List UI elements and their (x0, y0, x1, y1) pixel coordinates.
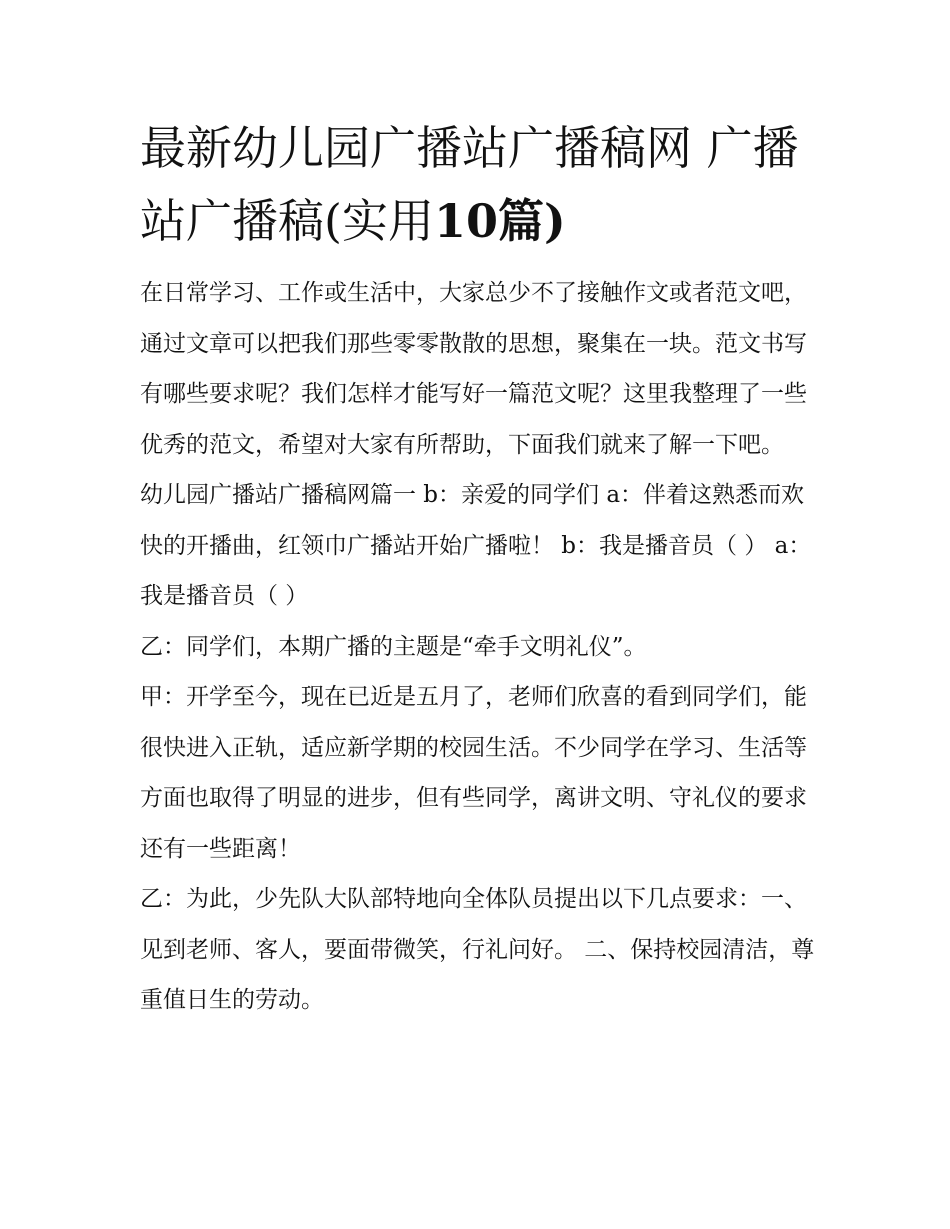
document-page (140, 112, 815, 1026)
title-number: 10 (433, 194, 498, 248)
title-suffix: 篇) (497, 194, 566, 248)
paragraph-opening: 幼儿园广播站广播稿网篇一 b：亲爱的同学们 a：伴着这熟悉而欢快的开播曲，红领巾广播站开始广播啦！ b：我是播音员（ ） a：我是播音员（ ） (140, 482, 812, 609)
paragraph-jia: 甲：开学至今，现在已近是五月了，老师们欣喜的看到同学们，能很快进入正轨，适应新学期的校园生活。不少同学在学习、生活等方面也取得了明显的进步，但有些同学，离讲文明、守礼仪的要求还有一些距离！ (140, 684, 807, 862)
document-body (140, 268, 815, 1026)
document-title (140, 112, 815, 258)
paragraph-theme: 乙：同学们，本期广播的主题是“牵手文明礼仪”。 (140, 633, 647, 660)
paragraph-yi: 乙：为此，少先队大队部特地向全体队员提出以下几点要求：一、见到老师、客人，要面带微笑，行礼问好。 二、保持校园清洁，尊重值日生的劳动。 (140, 886, 815, 1013)
paragraph-intro: 在日常学习、工作或生活中，大家总少不了接触作文或者范文吧，通过文章可以把我们那些零零散散的思想，聚集在一块。范文书写有哪些要求呢？我们怎样才能写好一篇范文呢？这里我整理了一些优秀的范文，希望对大家有所帮助，下面我们就来了解一下吧。 (140, 280, 807, 458)
title-text: 最新幼儿园广播站广播稿网 广播站广播稿(实用 (140, 121, 799, 248)
